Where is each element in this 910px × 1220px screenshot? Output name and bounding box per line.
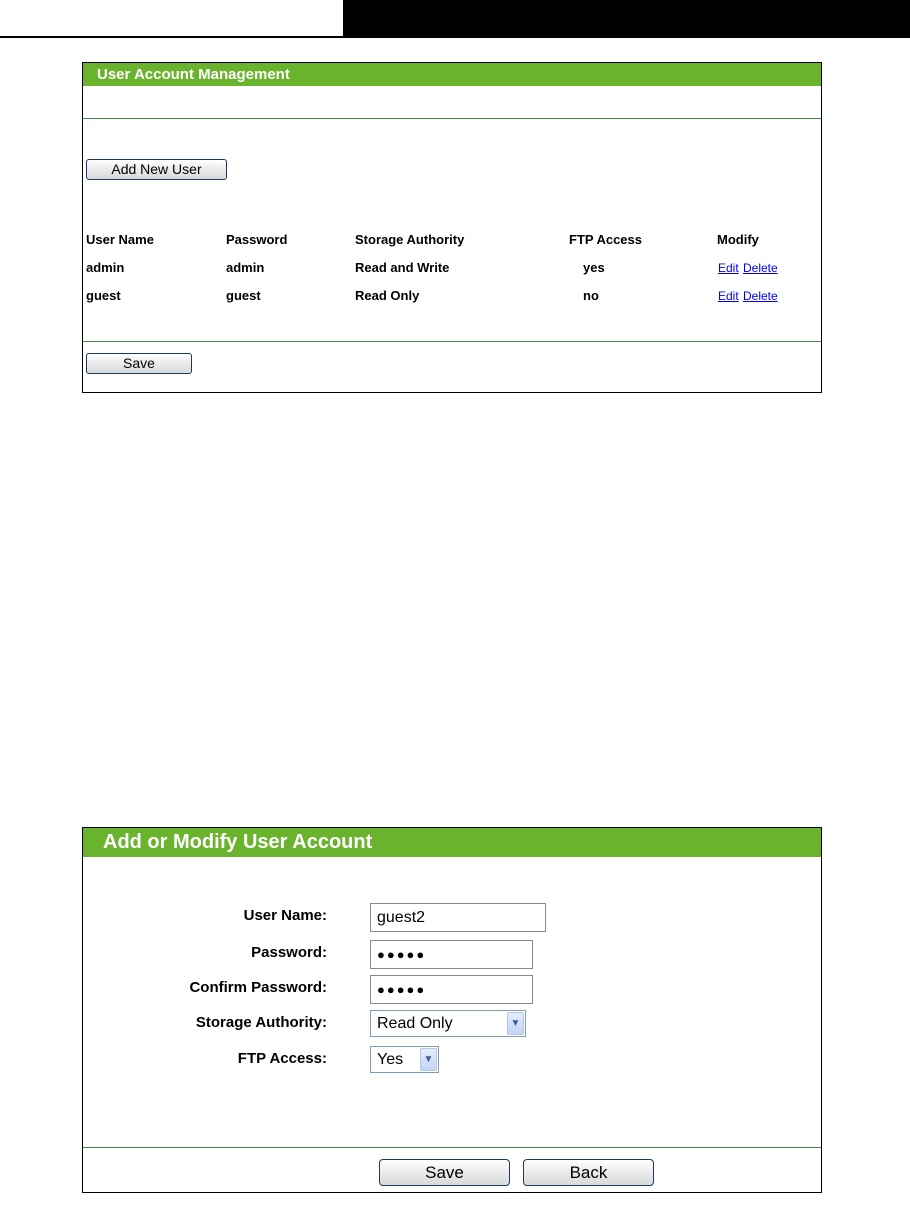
separator-line [83,1147,821,1148]
cell-password: guest [226,288,261,303]
save-button[interactable]: Save [379,1159,510,1186]
ftp-access-label: FTP Access: [237,1050,327,1067]
confirm-password-input[interactable]: ●●●●● [370,975,533,1004]
cell-storage-authority: Read Only [355,288,420,303]
edit-link[interactable]: Edit [718,289,739,303]
column-header-user-name: User Name [86,232,154,247]
cell-ftp-access: yes [583,260,605,275]
cell-ftp-access: no [583,288,599,303]
confirm-password-label: Confirm Password: [189,979,327,996]
column-header-ftp-access: FTP Access [569,232,642,247]
column-header-password: Password [226,232,288,247]
cell-password: admin [226,260,265,275]
back-button[interactable]: Back [523,1159,654,1186]
edit-link[interactable]: Edit [718,261,739,275]
panel-title: Add or Modify User Account [83,828,821,857]
cell-user-name: guest [86,288,121,303]
storage-authority-label: Storage Authority: [195,1014,327,1031]
column-header-storage-authority: Storage Authority [355,232,465,247]
user-name-label: User Name: [243,907,327,924]
panel-title: User Account Management [83,63,821,86]
storage-authority-value: Read Only [377,1015,453,1032]
storage-authority-select[interactable] [370,1010,526,1037]
ftp-access-value: Yes [377,1051,404,1068]
add-new-user-button[interactable]: Add New User [86,159,227,180]
user-account-management-panel [82,62,822,393]
delete-link[interactable]: Delete [743,289,778,303]
password-input[interactable]: ●●●●● [370,940,533,969]
header-black-band [343,0,910,38]
chevron-down-icon[interactable]: ▼ [420,1048,437,1071]
cell-storage-authority: Read and Write [355,260,450,275]
save-button[interactable]: Save [86,353,192,374]
user-name-input[interactable]: guest2 [370,903,546,932]
separator-line [83,118,821,119]
ftp-access-select[interactable] [370,1046,439,1073]
delete-link[interactable]: Delete [743,261,778,275]
header-rule [0,36,345,38]
separator-line [83,341,821,342]
cell-user-name: admin [86,260,125,275]
chevron-down-icon[interactable]: ▼ [507,1012,524,1035]
password-label: Password: [251,944,327,961]
column-header-modify: Modify [717,232,759,247]
add-modify-user-account-panel [82,827,822,1193]
